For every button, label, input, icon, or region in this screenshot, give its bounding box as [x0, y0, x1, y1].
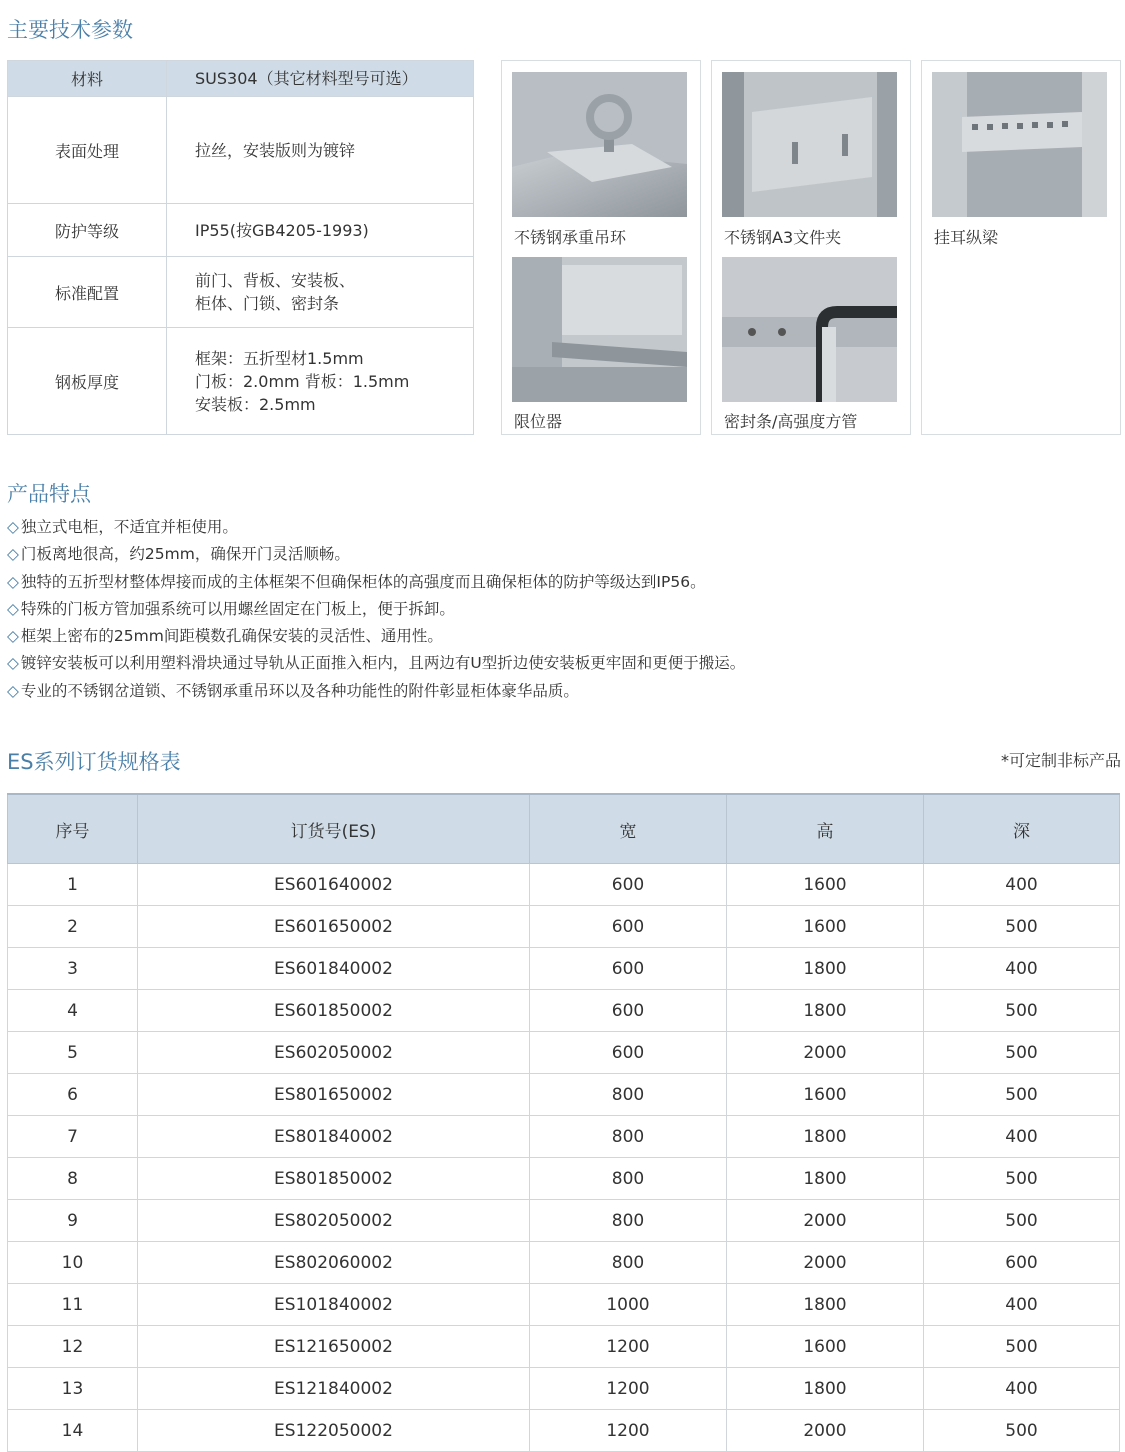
order-column-header: 序号 — [8, 794, 138, 864]
table-cell: 400 — [924, 1116, 1120, 1158]
table-cell: 600 — [530, 948, 727, 990]
table-cell: 1200 — [530, 1410, 727, 1452]
spec-row — [8, 61, 474, 97]
table-cell: 800 — [530, 1074, 727, 1116]
section-title-specs: 主要技术参数 — [7, 18, 133, 42]
table-cell: 1200 — [530, 1326, 727, 1368]
spec-label: 防护等级 — [8, 204, 167, 257]
photo-caption: 不锈钢承重吊环 — [514, 228, 627, 247]
table-cell: 600 — [530, 1032, 727, 1074]
spec-value — [167, 204, 474, 257]
table-row — [8, 1158, 1120, 1200]
table-cell: 500 — [924, 906, 1120, 948]
table-cell: ES122050002 — [138, 1410, 530, 1452]
table-row — [8, 1116, 1120, 1158]
table-cell: 600 — [530, 864, 727, 906]
table-cell: 13 — [8, 1368, 138, 1410]
diamond-bullet-icon: ◇ — [7, 518, 19, 536]
table-row — [8, 1200, 1120, 1242]
table-cell: ES601650002 — [138, 906, 530, 948]
table-cell: 1800 — [727, 990, 924, 1032]
table-cell: 4 — [8, 990, 138, 1032]
table-cell: 14 — [8, 1410, 138, 1452]
table-cell: ES801850002 — [138, 1158, 530, 1200]
table-cell: 7 — [8, 1116, 138, 1158]
table-cell: 1200 — [530, 1368, 727, 1410]
table-cell: ES601840002 — [138, 948, 530, 990]
order-column-header: 订货号(ES) — [138, 794, 530, 864]
spec-row — [8, 204, 474, 257]
table-cell: 800 — [530, 1200, 727, 1242]
photo-card-middle — [711, 60, 911, 435]
table-cell: 800 — [530, 1116, 727, 1158]
order-column-header: 宽 — [530, 794, 727, 864]
table-row — [8, 1410, 1120, 1452]
photo-caption: 密封条/高强度方管 — [724, 412, 858, 431]
spec-value-line: 安装板：2.5mm — [195, 394, 316, 414]
spec-row — [8, 257, 474, 328]
table-cell: 2 — [8, 906, 138, 948]
diamond-bullet-icon: ◇ — [7, 654, 19, 673]
table-cell: 400 — [924, 1284, 1120, 1326]
spec-value — [167, 257, 474, 328]
spec-value-line: IP55(按GB4205-1993) — [195, 220, 369, 240]
table-cell: 600 — [924, 1242, 1120, 1284]
diamond-bullet-icon: ◇ — [7, 545, 19, 564]
table-cell: 6 — [8, 1074, 138, 1116]
photo-card-left — [501, 60, 701, 435]
table-row — [8, 864, 1120, 906]
spec-row — [8, 97, 474, 204]
feature-item — [7, 514, 745, 541]
feature-text: 框架上密布的25mm间距模数孔确保安装的灵活性、通用性。 — [20, 627, 443, 646]
table-cell: ES602050002 — [138, 1032, 530, 1074]
table-cell: 500 — [924, 1074, 1120, 1116]
table-cell: 500 — [924, 1158, 1120, 1200]
spec-label: 钢板厚度 — [8, 328, 167, 435]
table-cell: 8 — [8, 1158, 138, 1200]
table-cell: 500 — [924, 1200, 1120, 1242]
feature-item — [7, 650, 745, 677]
diamond-bullet-icon: ◇ — [7, 572, 19, 591]
order-column-header: 高 — [727, 794, 924, 864]
table-row — [8, 948, 1120, 990]
table-cell: 500 — [924, 990, 1120, 1032]
feature-text: 独特的五折型材整体焊接而成的主体框架不但确保柜体的高强度而且确保柜体的防护等级达到IP56。 — [20, 572, 706, 591]
table-cell: 500 — [924, 1410, 1120, 1452]
table-cell: 1800 — [727, 948, 924, 990]
table-cell: 600 — [530, 906, 727, 948]
table-cell: 1800 — [727, 1284, 924, 1326]
table-cell: ES802060002 — [138, 1242, 530, 1284]
spec-value-line: 框架：五折型材1.5mm — [195, 348, 364, 368]
table-cell: 12 — [8, 1326, 138, 1368]
table-row — [8, 1284, 1120, 1326]
diamond-bullet-icon: ◇ — [7, 627, 19, 646]
feature-text: 特殊的门板方管加强系统可以用螺丝固定在门板上，便于拆卸。 — [20, 599, 455, 618]
section-title-features: 产品特点 — [7, 482, 91, 506]
table-row — [8, 1032, 1120, 1074]
table-cell: 1 — [8, 864, 138, 906]
table-cell: 10 — [8, 1242, 138, 1284]
photo-card-right — [921, 60, 1121, 435]
table-cell: 9 — [8, 1200, 138, 1242]
door-stop-photo — [512, 257, 687, 402]
table-cell: ES801650002 — [138, 1074, 530, 1116]
photo-caption: 挂耳纵梁 — [934, 228, 999, 247]
table-cell: ES121650002 — [138, 1326, 530, 1368]
table-row — [8, 1074, 1120, 1116]
table-cell: 1600 — [727, 906, 924, 948]
table-cell: ES802050002 — [138, 1200, 530, 1242]
order-column-header: 深 — [924, 794, 1120, 864]
table-cell: 11 — [8, 1284, 138, 1326]
table-cell: 3 — [8, 948, 138, 990]
feature-item — [7, 678, 745, 705]
mounting-rail-photo — [932, 72, 1107, 217]
spec-value-line: 柜体、门锁、密封条 — [195, 294, 340, 313]
table-cell: 1600 — [727, 1074, 924, 1116]
section-title-order: ES系列订货规格表 — [7, 750, 181, 774]
table-cell: ES121840002 — [138, 1368, 530, 1410]
diamond-bullet-icon: ◇ — [7, 681, 19, 700]
table-cell: ES101840002 — [138, 1284, 530, 1326]
spec-label: 标准配置 — [8, 257, 167, 328]
feature-item — [7, 623, 745, 650]
table-cell: 800 — [530, 1242, 727, 1284]
table-cell: 2000 — [727, 1242, 924, 1284]
spec-label: 材料 — [8, 61, 167, 97]
spec-value — [167, 97, 474, 204]
table-cell: 2000 — [727, 1200, 924, 1242]
table-cell: 500 — [924, 1326, 1120, 1368]
table-cell: 600 — [530, 990, 727, 1032]
feature-item — [7, 541, 745, 568]
table-cell: 800 — [530, 1158, 727, 1200]
spec-value-line: 前门、背板、安装板、 — [195, 271, 356, 290]
table-cell: 400 — [924, 1368, 1120, 1410]
spec-row — [8, 328, 474, 435]
table-row — [8, 1368, 1120, 1410]
document-holder-photo — [722, 72, 897, 217]
custom-note: *可定制非标产品 — [1000, 751, 1121, 770]
feature-list — [7, 514, 745, 705]
feature-text: 镀锌安装板可以利用塑料滑块通过导轨从正面推入柜内，且两边有U型折边使安装板更牢固和更便于搬运。 — [20, 654, 746, 673]
table-row — [8, 990, 1120, 1032]
table-cell: 1600 — [727, 864, 924, 906]
photo-caption: 不锈钢A3文件夹 — [724, 228, 842, 247]
spec-label: 表面处理 — [8, 97, 167, 204]
order-table — [7, 793, 1120, 1452]
table-cell: 1600 — [727, 1326, 924, 1368]
table-row — [8, 1326, 1120, 1368]
table-cell: 500 — [924, 1032, 1120, 1074]
table-cell: 2000 — [727, 1032, 924, 1074]
seal-strip-photo — [722, 257, 897, 402]
table-row — [8, 906, 1120, 948]
table-cell: ES601850002 — [138, 990, 530, 1032]
table-cell: 400 — [924, 864, 1120, 906]
table-cell: ES801840002 — [138, 1116, 530, 1158]
feature-text: 专业的不锈钢岔道锁、不锈钢承重吊环以及各种功能性的附件彰显柜体豪华品质。 — [20, 681, 579, 700]
table-row — [8, 1242, 1120, 1284]
photo-caption: 限位器 — [514, 412, 563, 431]
table-cell: 5 — [8, 1032, 138, 1074]
spec-value — [167, 328, 474, 435]
lifting-ring-photo — [512, 72, 687, 217]
feature-item — [7, 596, 745, 623]
table-cell: 1800 — [727, 1368, 924, 1410]
table-cell: 400 — [924, 948, 1120, 990]
spec-value-line: 拉丝，安装版则为镀锌 — [195, 140, 356, 160]
table-cell: 1000 — [530, 1284, 727, 1326]
table-cell: ES601640002 — [138, 864, 530, 906]
table-cell: 1800 — [727, 1158, 924, 1200]
feature-text: 门板离地很高，约25mm，确保开门灵活顺畅。 — [20, 545, 350, 564]
spec-table — [7, 60, 474, 435]
feature-item — [7, 569, 745, 596]
table-cell: 2000 — [727, 1410, 924, 1452]
spec-value-line: 门板：2.0mm 背板：1.5mm — [195, 371, 410, 391]
spec-value-line: SUS304（其它材料型号可选） — [195, 69, 418, 88]
feature-text: 独立式电柜，不适宜并柜使用。 — [20, 518, 238, 536]
table-cell: 1800 — [727, 1116, 924, 1158]
diamond-bullet-icon: ◇ — [7, 599, 19, 618]
spec-value — [167, 61, 474, 97]
